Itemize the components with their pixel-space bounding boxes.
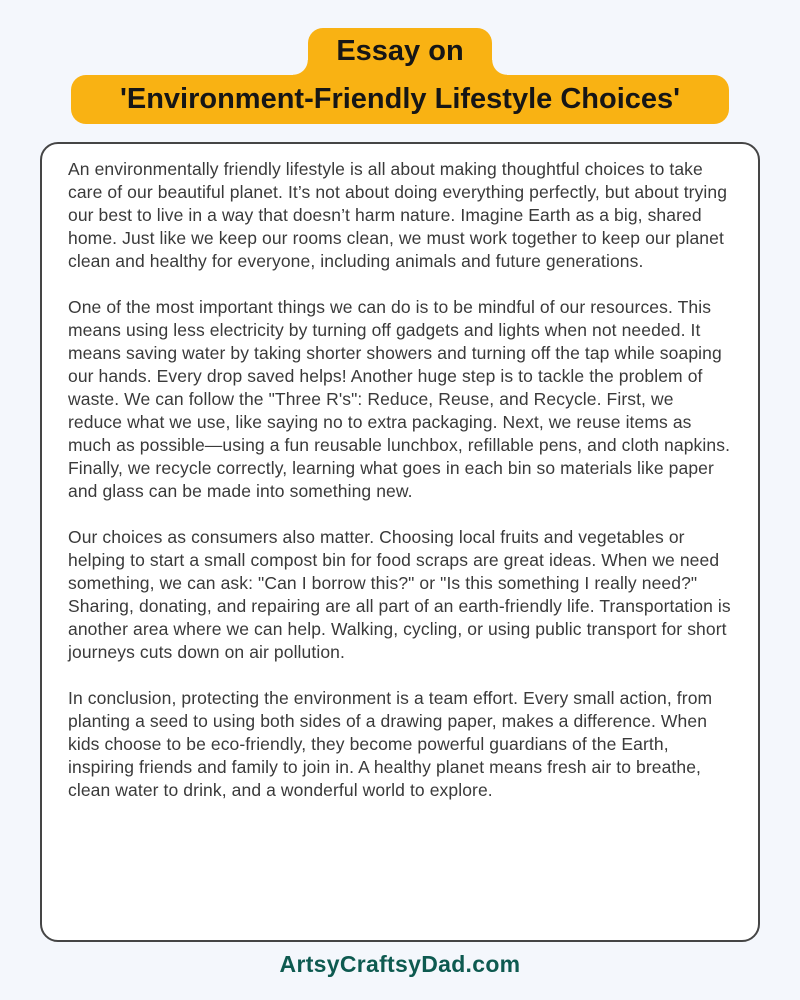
banner-title-line1: Essay on [308, 28, 491, 75]
essay-paragraph-intro: An environmentally friendly lifestyle is all about making thoughtful choices to take care of our beautiful planet. It’s not about doing everything perfectly, but about trying our best to live in a way that doesn’t harm nature. Imagine Earth as a big, shared home. Just like we keep our rooms clean, we must work together to keep our planet clean and healthy for everyone, including animals and future generations. [68, 159, 728, 271]
site-footer [0, 942, 800, 990]
essay-card [40, 142, 760, 942]
site-name: ArtsyCraftsyDad.com [279, 951, 521, 977]
essay-paragraph-consumer-choices: Our choices as consumers also matter. Choosing local fruits and vegetables or helping to start a small compost bin for food scraps are great ideas. When we need something, we can ask: "Can I borrow this?" or "Is this something I really need?" Sharing, donating, and repairing are all part of an earth-friendly life. Transportation is another area where we can help. Walking, cycling, or using public transport for short journeys cuts down on air pollution. [68, 527, 731, 662]
banner-title-line2: 'Environment-Friendly Lifestyle Choices' [71, 75, 729, 124]
essay-paragraph-resources: One of the most important things we can do is to be mindful of our resources. This means using less electricity by turning off gadgets and lights when not needed. It means saving water by taking shorter showers and turning off the tap while soaping our hands. Every drop saved helps! Another huge step is to tackle the problem of waste. We can follow the "Three R's": Reduce, Reuse, and Recycle. First, we reduce what we use, like saying no to extra packaging. Next, we reuse items as much as possible—using a fun reusable lunchbox, refillable pens, and cloth napkins. Finally, we recycle correctly, learning what goes in each bin so materials like paper and glass can be made into something new. [68, 297, 731, 501]
essay-title-banner [0, 0, 800, 124]
essay-paragraph-conclusion: In conclusion, protecting the environment is a team effort. Every small action, from planting a seed to using both sides of a drawing paper, makes a difference. When kids choose to be eco-friendly, they become powerful guardians of the Earth, inspiring friends and family to join in. A healthy planet means fresh air to breathe, clean water to drink, and a wonderful world to explore. [68, 688, 713, 800]
